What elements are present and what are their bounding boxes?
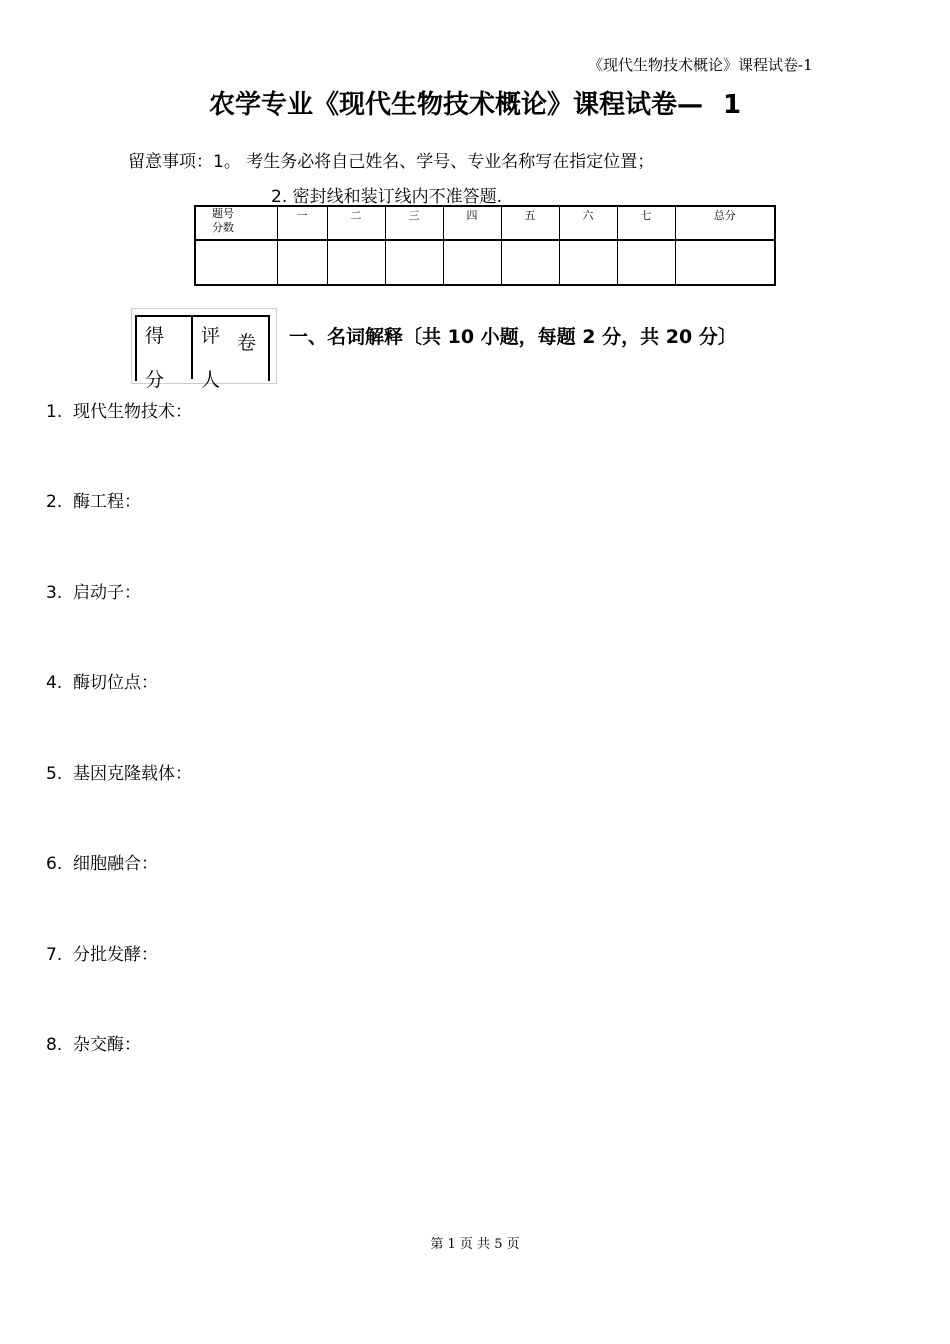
question-item [46, 940, 158, 965]
question-number: 3. [46, 583, 63, 603]
score-col-header: 五 [501, 206, 559, 240]
section-title: 一、名词解释〔共 10 小题，每题 2 分，共 20 分〕 [289, 326, 737, 348]
exam-title-number: 1 [722, 90, 742, 120]
notice-line-1: 留意事项：1。 考生务必将自己姓名、学号、专业名称写在指定位置； [128, 152, 655, 172]
question-number: 4. [46, 673, 63, 693]
grader-char: 人 [201, 369, 221, 391]
score-col-header: 一 [277, 206, 327, 240]
question-item [46, 487, 141, 512]
page-footer: 第 1 页 共 5 页 [430, 1237, 520, 1252]
exam-title [0, 84, 950, 121]
score-col-header-total: 总分 [675, 206, 775, 240]
question-text: 酶切位点： [73, 673, 159, 693]
corner-label-score: 分数 [212, 221, 234, 234]
grader-char: 评 [201, 325, 221, 347]
grader-box-divider [191, 315, 193, 379]
score-table [194, 205, 776, 286]
score-cell-blank [443, 240, 501, 285]
question-number: 2. [46, 492, 63, 512]
score-cell-blank [501, 240, 559, 285]
score-cell-blank [559, 240, 617, 285]
question-number: 1. [46, 402, 63, 422]
corner-label-question: 题号 [212, 207, 234, 220]
question-text: 细胞融合： [73, 854, 159, 874]
score-col-header: 二 [327, 206, 385, 240]
score-cell-blank [617, 240, 675, 285]
question-item [46, 578, 141, 603]
question-item [46, 397, 192, 422]
question-text: 现代生物技术： [73, 402, 193, 422]
question-text: 启动子： [73, 583, 142, 603]
score-cell-blank [385, 240, 443, 285]
question-number: 5. [46, 764, 63, 784]
question-text: 酶工程： [73, 492, 142, 512]
exam-title-text: 农学专业《现代生物技术概论》课程试卷— [208, 90, 703, 120]
score-col-header: 四 [443, 206, 501, 240]
question-number: 8. [46, 1035, 63, 1055]
question-text: 杂交酶： [73, 1035, 142, 1055]
score-table-header-row [195, 206, 775, 240]
score-col-header: 三 [385, 206, 443, 240]
question-item [46, 668, 158, 693]
score-cell-blank [675, 240, 775, 285]
question-item [46, 849, 158, 874]
notice-line-2: 2. 密封线和装订线内不准答题. [271, 187, 503, 207]
question-item [46, 1030, 141, 1055]
grader-char: 得 [145, 325, 165, 347]
score-table-corner [195, 206, 277, 240]
running-header: 《现代生物技术概论》课程试卷-1 [588, 56, 813, 74]
score-table-value-row [195, 240, 775, 285]
grader-char: 分 [145, 369, 165, 391]
question-text: 分批发酵： [73, 945, 159, 965]
question-number: 7. [46, 945, 63, 965]
score-cell-blank [277, 240, 327, 285]
grader-box [131, 308, 277, 391]
score-col-header: 六 [559, 206, 617, 240]
question-text: 基因克隆载体： [73, 764, 193, 784]
question-item [46, 759, 192, 784]
grader-char: 卷 [237, 332, 257, 354]
question-number: 6. [46, 854, 63, 874]
score-cell-blank [195, 240, 277, 285]
score-col-header: 七 [617, 206, 675, 240]
score-cell-blank [327, 240, 385, 285]
